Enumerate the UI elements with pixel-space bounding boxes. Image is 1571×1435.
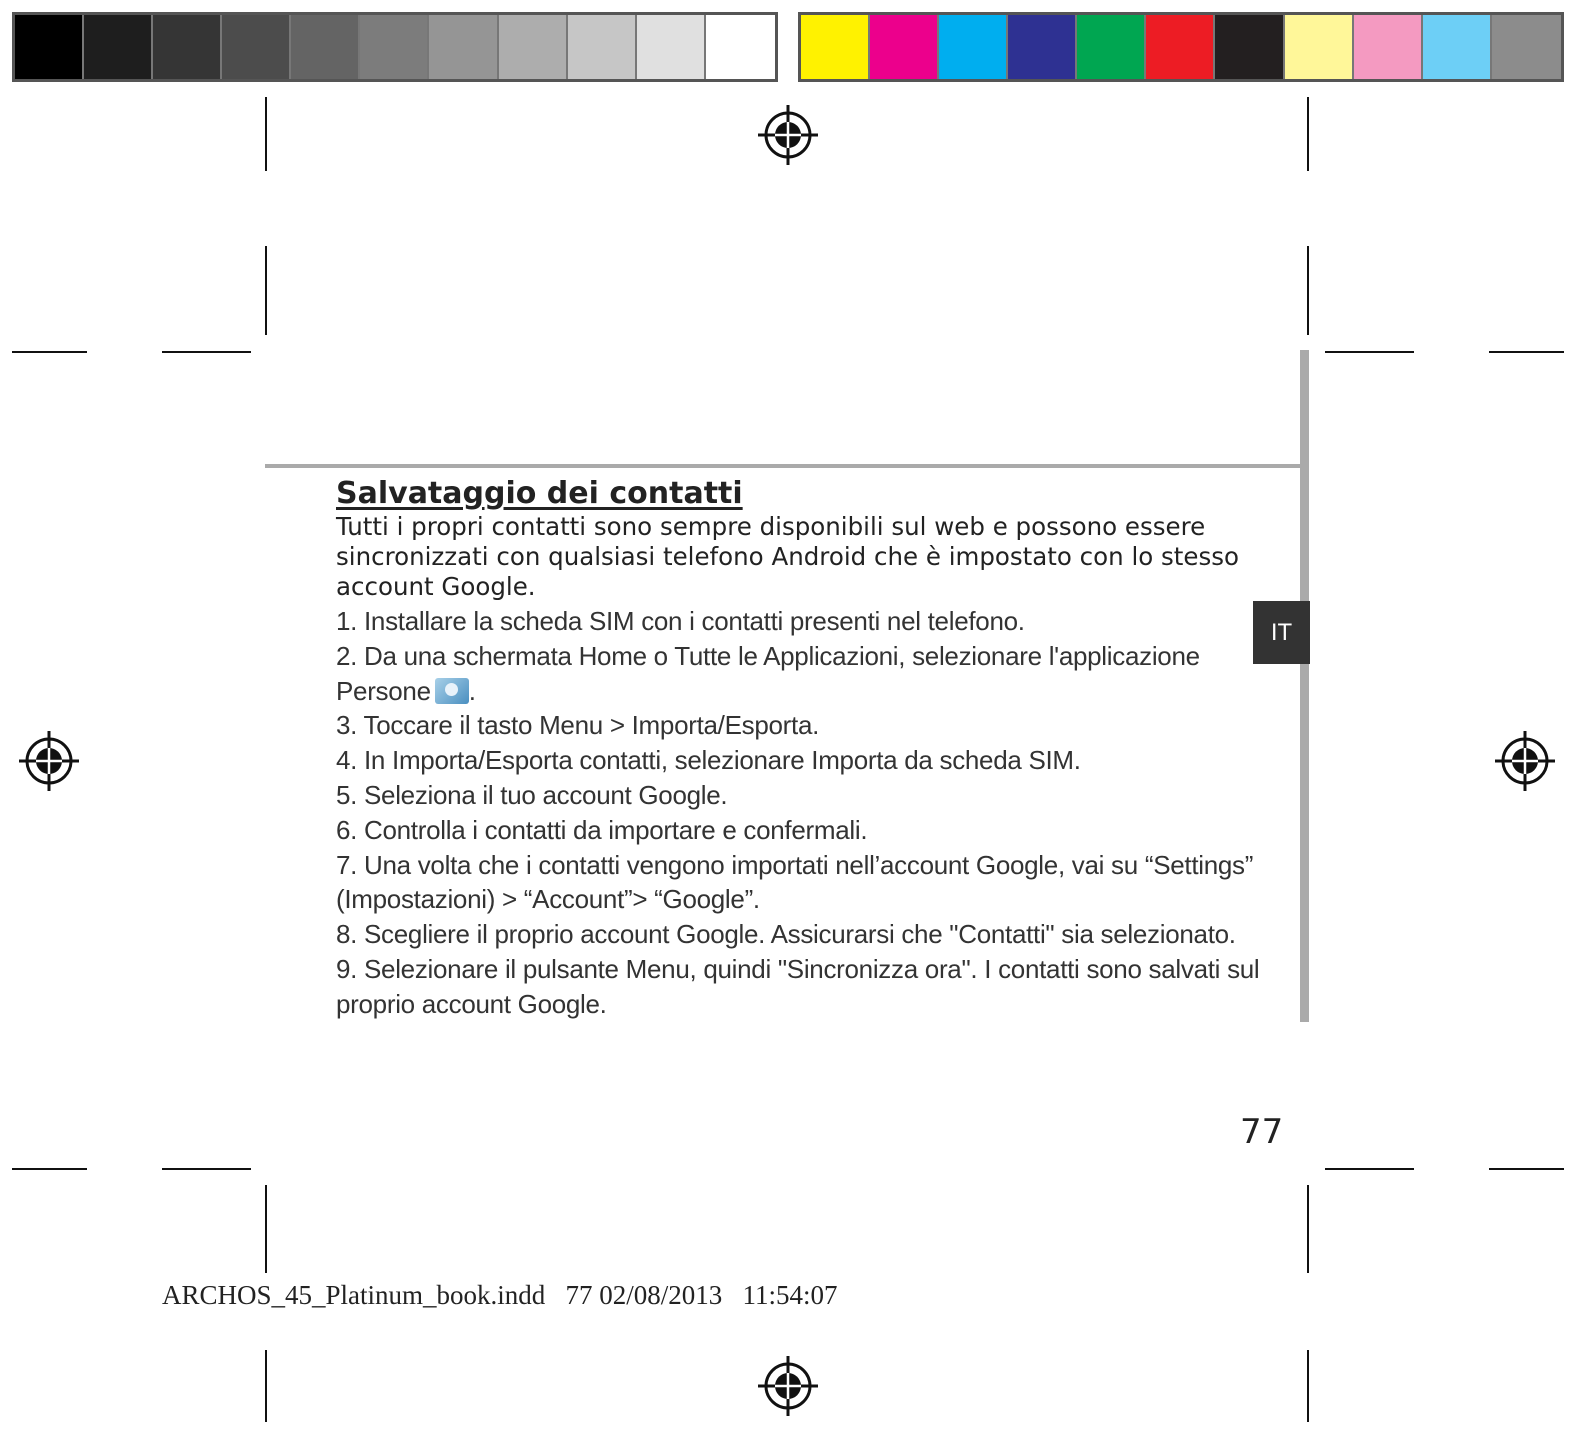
- color-swatch: [360, 15, 429, 79]
- list-item: 9. Selezionare il pulsante Menu, quindi "Sincronizza ora". I contatti sono salvati sul proprio account Google.: [336, 953, 1260, 1019]
- color-swatch: [15, 15, 84, 79]
- list-item: 7. Una volta che i contatti vengono importati nell’account Google, vai su “Settings” (Impostazioni) > “Account”> “Google”.: [336, 849, 1254, 915]
- crop-mark: [162, 1168, 251, 1170]
- crop-mark: [162, 351, 251, 353]
- crop-mark: [265, 246, 267, 335]
- color-swatch: [1215, 15, 1284, 79]
- crop-mark: [1307, 1350, 1309, 1422]
- color-swatch: [222, 15, 291, 79]
- crop-mark: [265, 97, 267, 171]
- registration-mark-icon: [1493, 729, 1557, 793]
- color-swatch: [153, 15, 222, 79]
- crop-mark: [265, 1350, 267, 1422]
- people-app-icon: [435, 678, 469, 704]
- color-swatch: [801, 15, 870, 79]
- color-swatch: [1146, 15, 1215, 79]
- color-swatch: [499, 15, 568, 79]
- section-heading: Salvataggio dei contatti: [336, 476, 743, 511]
- color-swatch: [1008, 15, 1077, 79]
- crop-mark: [1307, 97, 1309, 171]
- step-text: 2. Da una schermata Home o Tutte le Applicazioni, selezionare l'applicazione Persone: [336, 640, 1200, 706]
- top-rule: [265, 464, 1305, 468]
- crop-mark: [265, 1185, 267, 1273]
- color-bar: [798, 12, 1564, 82]
- page-number: 77: [1240, 1112, 1284, 1152]
- list-item: 1. Installare la scheda SIM con i contatti presenti nel telefono.: [336, 606, 1025, 636]
- crop-mark: [1325, 1168, 1414, 1170]
- intro-paragraph: Tutti i propri contatti sono sempre disponibili sul web e possono essere sincronizzati con qualsiasi telefono Android che è impostato con lo stesso account Google.: [336, 512, 1239, 601]
- crop-mark: [1489, 351, 1564, 353]
- color-swatch: [1285, 15, 1354, 79]
- color-swatch: [1077, 15, 1146, 79]
- list-item: 5. Seleziona il tuo account Google.: [336, 779, 728, 810]
- list-item: 3. Toccare il tasto Menu > Importa/Esporta.: [336, 710, 820, 741]
- grayscale-bar: [12, 12, 778, 82]
- color-swatch: [637, 15, 706, 79]
- color-swatch: [870, 15, 939, 79]
- color-swatch: [1492, 15, 1561, 79]
- steps-list: [336, 604, 1271, 1022]
- crop-mark: [1307, 246, 1309, 335]
- crop-mark: [1489, 1168, 1564, 1170]
- step-suffix: .: [468, 675, 476, 706]
- color-swatch: [1423, 15, 1492, 79]
- list-item: 4. In Importa/Esporta contatti, selezionare Importa da scheda SIM.: [336, 745, 1081, 776]
- print-slug: ARCHOS_45_Platinum_book.indd 77 02/08/2013 11:54:07: [162, 1280, 838, 1310]
- color-swatch: [84, 15, 153, 79]
- list-item: 6. Controlla i contatti da importare e confermali.: [336, 814, 868, 845]
- language-tab: IT: [1253, 601, 1310, 664]
- color-swatch: [291, 15, 360, 79]
- color-swatch: [568, 15, 637, 79]
- crop-mark: [1325, 351, 1414, 353]
- crop-mark: [12, 1168, 87, 1170]
- registration-mark-icon: [17, 729, 81, 793]
- color-swatch: [706, 15, 775, 79]
- crop-mark: [1307, 1185, 1309, 1273]
- color-swatch: [1354, 15, 1423, 79]
- crop-mark: [12, 351, 87, 353]
- color-swatch: [939, 15, 1008, 79]
- color-swatch: [429, 15, 498, 79]
- registration-mark-icon: [756, 1354, 820, 1418]
- list-item: 8. Scegliere il proprio account Google. Assicurarsi che "Contatti" sia selezionato.: [336, 919, 1236, 950]
- list-item: [336, 639, 1271, 709]
- registration-mark-icon: [756, 103, 820, 167]
- side-rule: [1300, 350, 1309, 1022]
